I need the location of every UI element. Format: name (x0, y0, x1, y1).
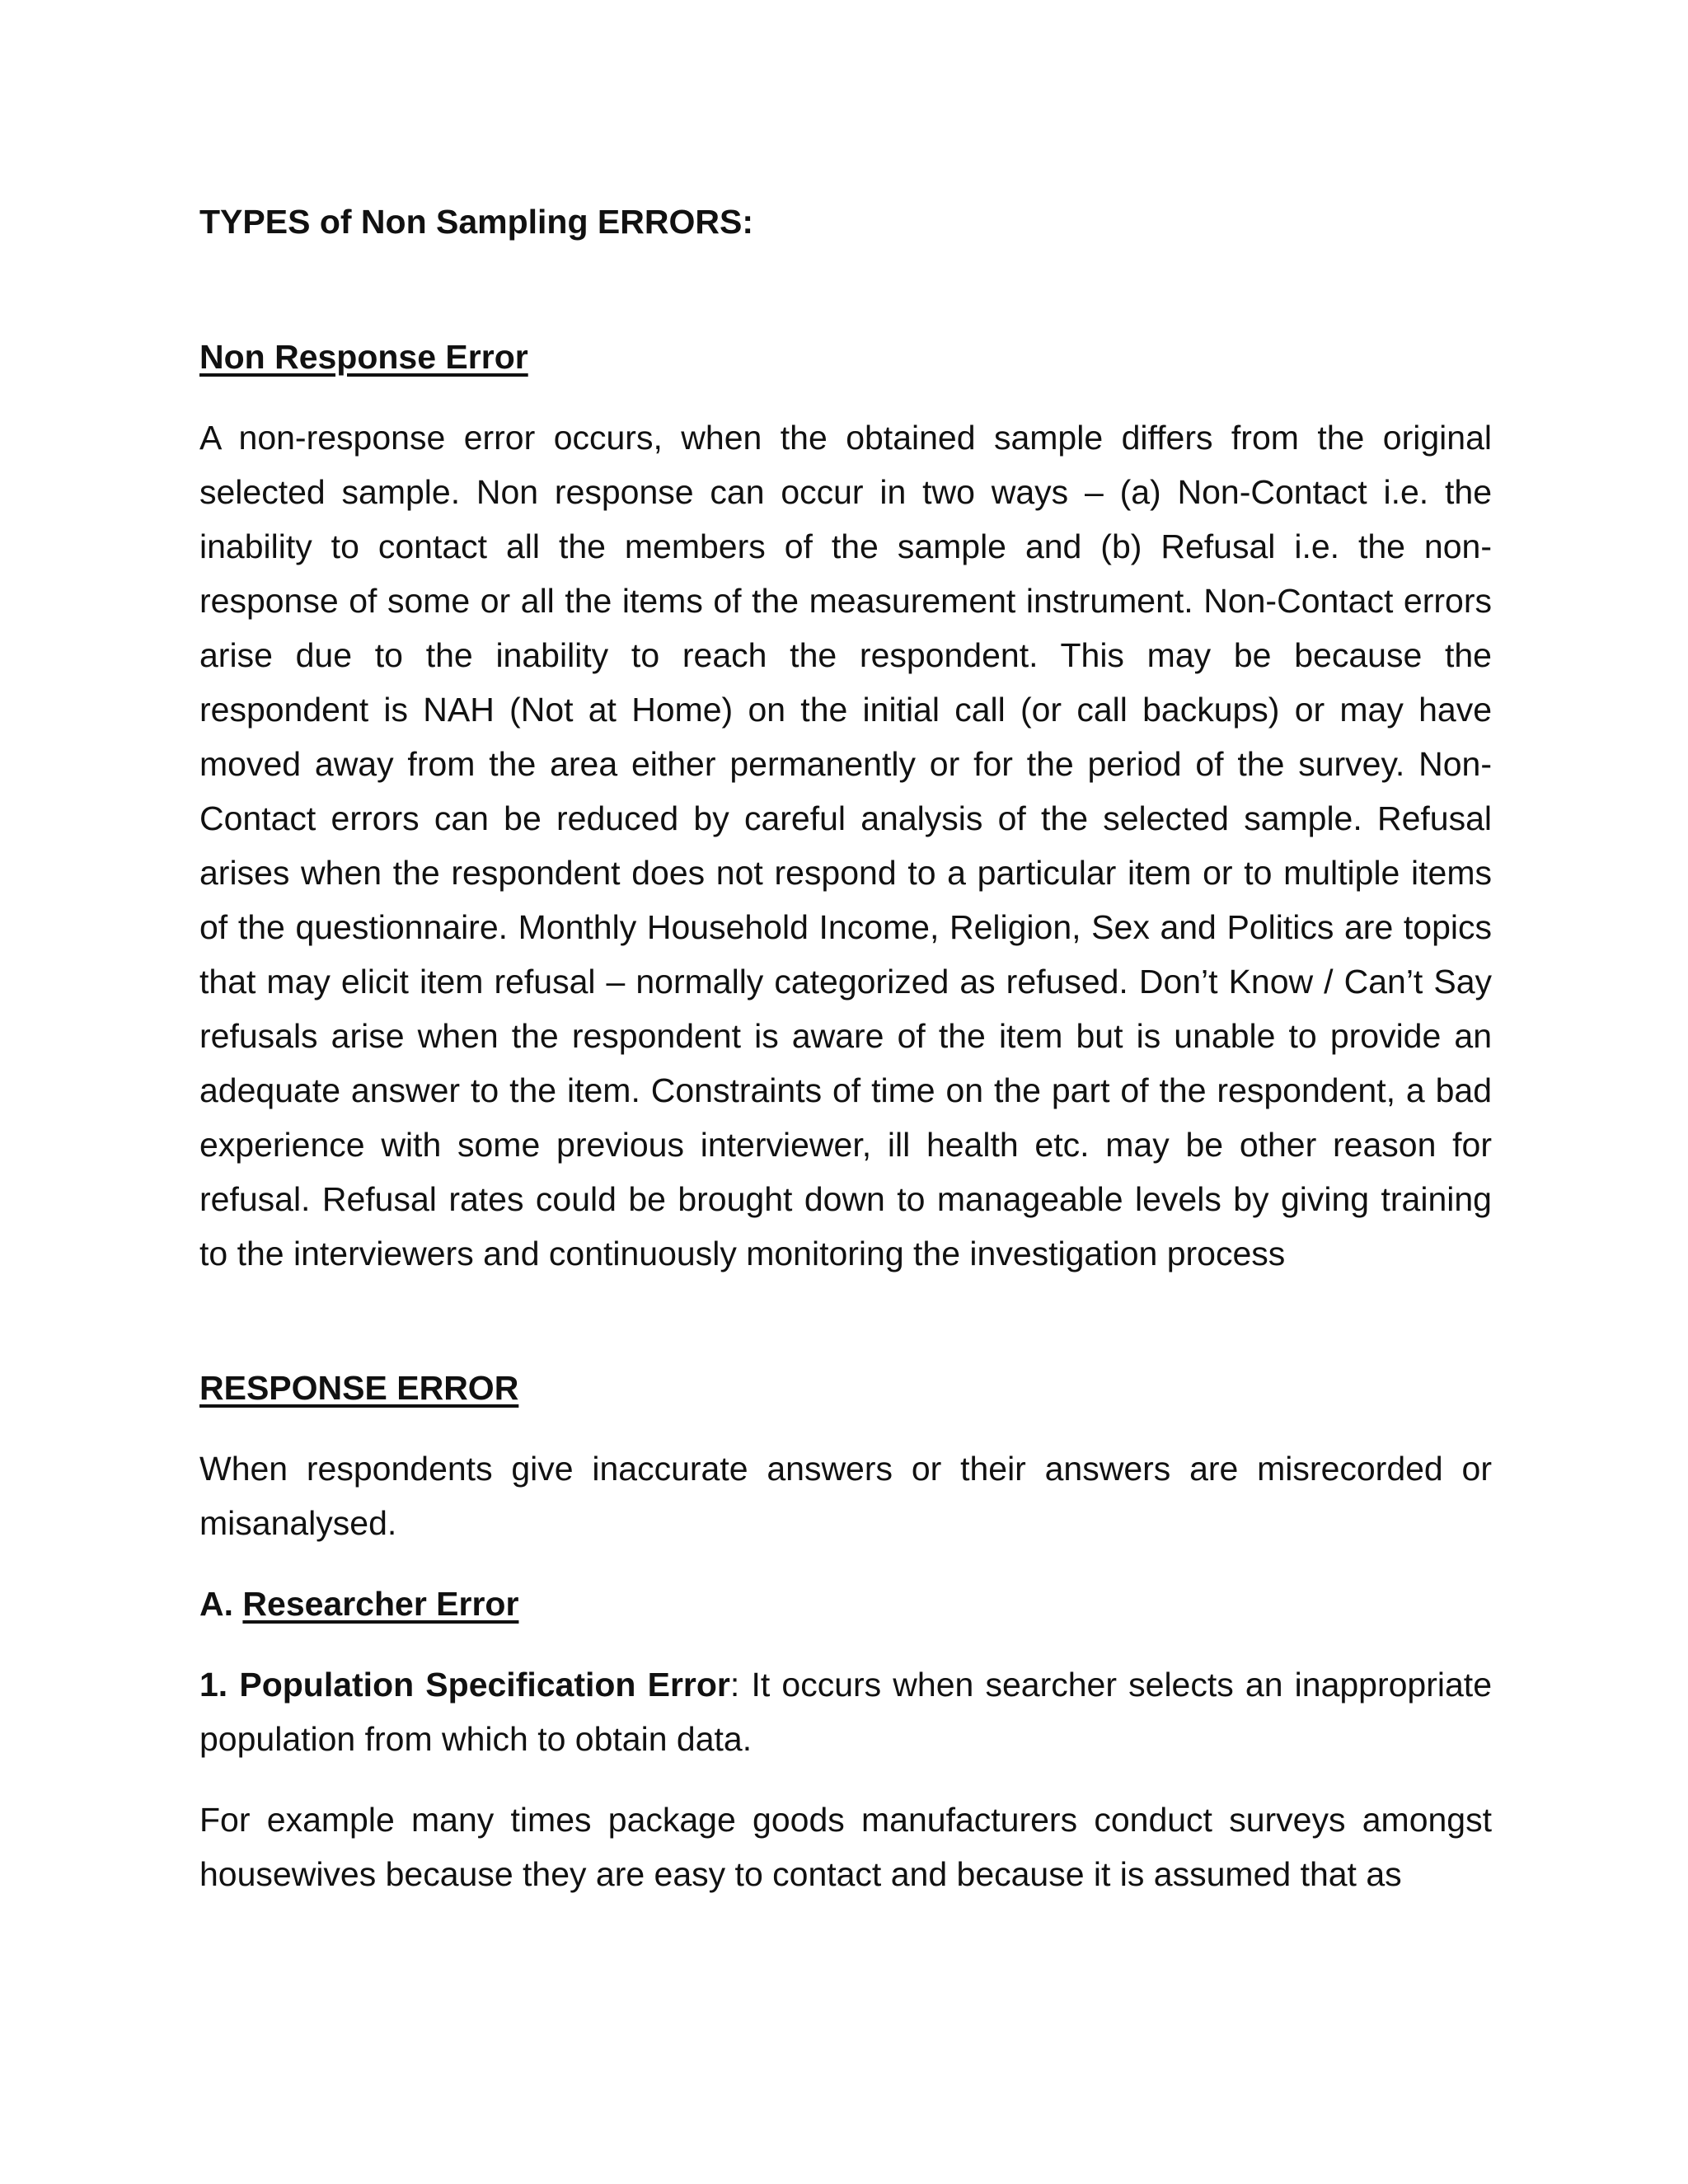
subsection-heading (199, 1577, 1492, 1631)
section-body-response-error: When respondents give inaccurate answers or their answers are misrecorded or misanalysed. (199, 1450, 1492, 1542)
document-title: TYPES of Non Sampling ERRORS: (199, 203, 753, 241)
point-text: : It occurs when searcher selects an inappropriate population from which to obtain data. (199, 1666, 1492, 1758)
document-page (199, 194, 1492, 1901)
section-heading-non-response: Non Response Error (199, 338, 528, 376)
section-body-non-response: A non-response error occurs, when the obtained sample differs from the original selected sample. Non response can occur in two ways – (a) Non-Contact i.e. the inability to contact all the members of the sample and (b) Refusal i.e. the non-response of some or all the items of the measurement instrument. Non-Contact errors arise due to the inability to reach the respondent. This may be because the respondent is NAH (Not at Home) on the initial call (or call backups) or may have moved away from the area either permanently or for the period of the survey. Non-Contact errors can be reduced by careful analysis of the selected sample. Refusal arises when the respondent does not respond to a particular item or to multiple items of the questionnaire. Monthly Household Income, Religion, Sex and Politics are topics that may elicit item refusal – normally categorized as refused. Don’t Know / Can’t Say refusals arise when the respondent is aware of the item but is unable to provide an adequate answer to the item. Constraints of time on the part of the respondent, a bad experience with some previous interviewer, ill health etc. may be other reason for refusal. Refusal rates could be brought down to manageable levels by giving training to the interviewers and continuously monitoring the investigation process (199, 419, 1492, 1272)
subsection-label: Researcher Error (242, 1585, 519, 1623)
numbered-point (199, 1657, 1492, 1766)
point-term: 1. Population Specification Error (199, 1666, 730, 1704)
example-paragraph: For example many times package goods manufacturers conduct surveys amongst housewives because they are easy to contact and because it is assumed that as (199, 1801, 1492, 1893)
subsection-prefix: A. (199, 1585, 243, 1623)
section-heading-response-error: RESPONSE ERROR (199, 1369, 519, 1407)
